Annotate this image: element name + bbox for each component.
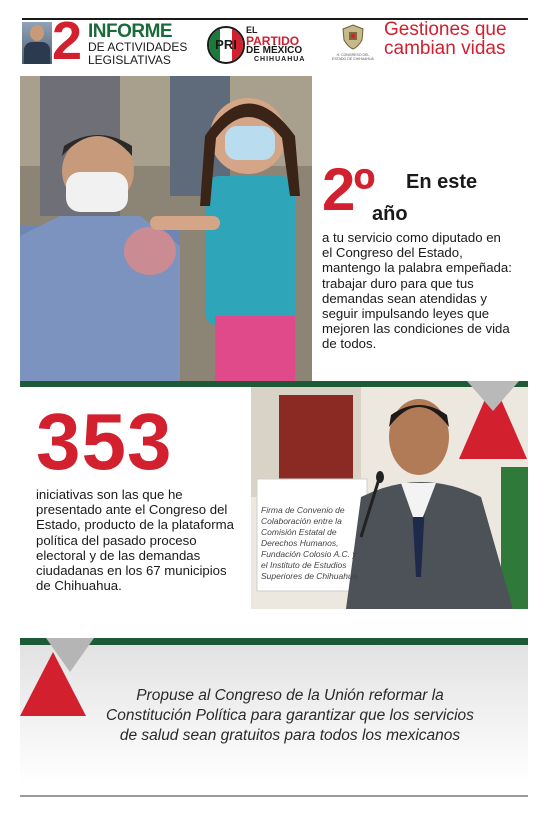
deputy-with-girl-photo [20,76,312,382]
bottom-rule [20,795,528,797]
headline-text-line2: año [372,203,408,225]
party-name-line1: EL [246,25,258,35]
red-triangle-decoration-left [20,652,86,716]
health-reform-quote: Propuse al Congreso de la Unión reformar la Constitución Política para garantizar que los servicios de salud sean gratuitos para todos los mexicanos [106,687,474,744]
report-title-line1: INFORME [88,21,173,42]
party-name-line2: PARTIDO [246,34,300,48]
grey-triangle-decoration [467,381,519,411]
headline-number: 2º [322,156,374,223]
slogan-line2: cambian vidas [384,38,506,59]
party-name-line3: DE MÉXICO [246,45,303,56]
pri-logo-icon [207,26,245,64]
initiatives-count: 353 [36,397,173,486]
report-title-line2: DE ACTIVIDADES [88,40,188,54]
section1-body-text: a tu servicio como diputado en el Congreso del Estado, mantengo la palabra empeñada: trabajar duro para que tus demandas sean atendidas y seguir impulsando leyes que mejoren las condiciones de vida de todos. [322,230,512,352]
congreso-seal-icon [340,24,366,50]
pri-logo-text: PRI [215,37,237,52]
section3-divider [20,638,528,645]
portrait-suit [24,42,50,64]
section2-body-text: iniciativas son las que he presentado ante el Congreso del Estado, producto de la plataforma política del pasado proceso electoral y de las demandas ciudadanas en los 67 municipios de Chihuahua. [36,487,234,594]
report-number: 2 [52,11,83,71]
party-name-line4: CHIHUAHUA [254,56,306,63]
slogan-line1: Gestiones que [384,19,507,40]
headline-text-line1: En este [406,171,478,193]
event-sign-text: Firma de Convenio de Colaboración entre la Comisión Estatal de Derechos Humanos, Fundación Colosio A.C. y el Instituto de Estudios Superiores de Chihuahua [261,505,358,581]
report-title-line3: LEGISLATIVAS [88,53,171,67]
portrait-head [30,25,44,41]
congreso-seal-caption: H. CONGRESO DEL ESTADO DE CHIHUAHUA [332,53,374,61]
